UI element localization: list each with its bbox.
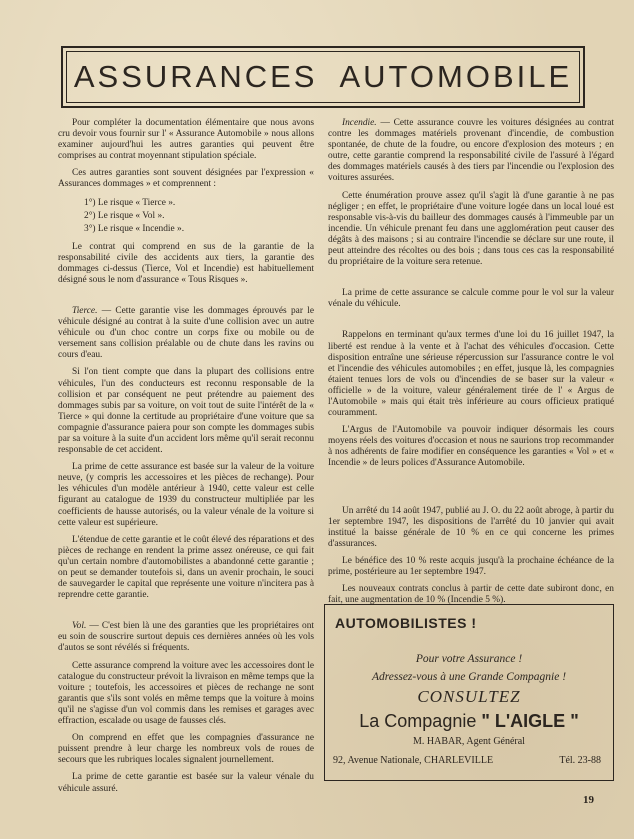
ad-address: 92, Avenue Nationale, CHARLEVILLE: [333, 755, 494, 766]
title-word-automobile: AUTOMOBILE: [339, 59, 573, 94]
paragraph: La prime de cette garantie est basée sur la valeur vénale du véhicule assuré.: [58, 772, 314, 794]
list-item: 3°) Le risque « Incendie ».: [84, 223, 185, 234]
page-number: 19: [583, 794, 594, 806]
paragraph: Un arrêté du 14 août 1947, publié au J. O. du 22 août abroge, à partir du 1er septembre 1947, les dispositions de l'arrêté du 10 janvier qui avait institué la baisse générale de 10 % en ce qui concerne les primes d'assurances.: [328, 505, 614, 549]
paragraph-text: — C'est bien là une des garanties que les propriétaires ont eu soin de souscrire surtout depuis ces dernières années où les vols d'autos se sont révélés si fréquents.: [58, 621, 314, 654]
ad-consultez: CONSULTEZ: [417, 687, 521, 706]
section-label-tierce: Tierce.: [72, 305, 98, 316]
ad-telephone: Tél. 23-88: [559, 755, 601, 766]
section-label-incendie: Incendie.: [342, 118, 377, 128]
paragraph-incendie: [328, 118, 614, 185]
paragraph-text: — Cette assurance couvre les voitures désignées au contrat contre les dommages matériels provenant d'incendie, de combustion spontanée, de chute de la foudre, ou encore d'explosion des moteurs ; en outre, cette garantie comprend la responsabilité civile de l'assuré à l'égard des dommages matériels causés à des tiers par l'incendie ou l'explosion des voitures assurées.: [328, 118, 614, 184]
paragraph: Ces autres garanties sont souvent désignées par l'expression « Assurances dommages » et comprennent :: [58, 168, 314, 190]
ad-tagline: Pour votre Assurance !: [415, 653, 523, 665]
paragraph: La prime de cette assurance se calcule comme pour le vol sur la valeur vénale du véhicule.: [328, 288, 614, 310]
ad-company: [325, 711, 613, 732]
paragraph: La prime de cette assurance est basée sur la valeur de la voiture neuve, (y compris les accessoires et les pièces de rechange). Pour les véhicules d'un modèle antérieur à 1940, cette valeur est celle figurant au catalogue de 1939 du constructeur multipliée par les coefficients de hausse autorisés, ou la valeur vénale de la voiture si cette valeur est supérieure.: [58, 462, 314, 528]
paragraph: Pour compléter la documentation élémentaire que nous avons cru devoir vous fournir sur l' « Assurance Automobile » nous allons examiner aujourd'hui les autres garanties qui peuvent être comprises au contrat moyennant stipulation spéciale.: [58, 118, 314, 162]
paragraph-text: — Cette garantie vise les dommages éprouvés par le véhicule désigné au contrat à la suite d'une collision avec un autre véhicule ou d'un choc contre un corps fixe ou mobile ou de versement sans collision préalable ou de chute dans les ravins ou cours d'eau.: [58, 305, 314, 361]
paragraph: Si l'on tient compte que dans la plupart des collisions entre véhicules, l'un des conducteurs est reconnu responsable de la collision et par conséquent ne peut prétendre au paiement des dommages subis par sa voiture, on voit tout de suite l'intérêt de la « Tierce » qui donne la certitude au propriétaire d'une voiture que sa compagnie d'assurance paiera pour son compte les dommages subis par sa voiture à la suite d'un accident lors même qu'il serait reconnu responsable de cet accident.: [58, 367, 314, 456]
list-item: 1°) Le risque « Tierce ».: [84, 197, 176, 208]
section-label-vol: Vol.: [72, 621, 87, 632]
paragraph: Rappelons en terminant qu'aux termes d'une loi du 16 juillet 1947, la liberté est rendue à la vente et à l'achat des véhicules d'occasion. Cette disposition entraîne une sérieuse répercussion sur l'assurance contre le vol et l'incendie des véhicules automobiles ; en effet, jusque là, les compagnies étaient tenues lors de vols ou d'incendies de se baser sur la valeur « officielle » de la voiture, valeur généralement tirée de l' « Argus de l'Automobile » mais qui était très inférieure au cours officieux pratiqué couramment.: [328, 330, 614, 419]
right-column: [328, 118, 614, 612]
title-frame: [61, 46, 585, 108]
risk-list: [58, 197, 314, 236]
paragraph: Cette assurance comprend la voiture avec les accessoires dont le catalogue du constructeur prévoit la livraison en même temps que la voiture ; toutefois, les accessoires et pièces de rechange ne sont garantis que s'ils sont volés en même temps que la voiture à moins qu'il ne s'agisse d'un vol commis dans les remises et garages avec effraction, escalade ou usage de fausses clés.: [58, 660, 314, 727]
paragraph-tierce: [58, 306, 314, 361]
ad-agent: M. HABAR, Agent Général: [413, 736, 525, 747]
advertisement-box: [324, 604, 614, 781]
list-item: 2°) Le risque « Vol ».: [84, 210, 165, 221]
ad-tagline: Adressez-vous à une Grande Compagnie !: [371, 671, 567, 683]
ad-heading: AUTOMOBILISTES !: [335, 615, 477, 631]
title-word-assurances: ASSURANCES: [73, 59, 318, 94]
paragraph: Les nouveaux contrats conclus à partir de cette date subiront donc, en fait, une augmentation de 10 % (Incendie 5 %).: [328, 584, 614, 606]
paragraph-vol: [58, 621, 314, 654]
paragraph: L'Argus de l'Automobile va pouvoir indiquer désormais les cours moyens réels des voitures d'occasion et nous ne saurions trop recommander à nos adhérents de faire modifier en conséquence les garanties « Vol » et « Incendie » de leurs polices d'Assurance Automobile.: [328, 425, 614, 469]
ad-company-name: " L'AIGLE ": [481, 711, 579, 731]
left-column: [58, 118, 314, 801]
paragraph: Le contrat qui comprend en sus de la garantie de la responsabilité civile des accidents aux tiers, la garantie des dommages ci-dessus (Tierce, Vol et Incendie) est habituellement désigné sous le nom d'assurance « Tous Risques ».: [58, 241, 314, 285]
page-title: [63, 48, 583, 106]
paragraph: On comprend en effet que les compagnies d'assurance ne puissent prendre à leur charge les nombreux vols de roues de secours que les rubriques locales signalent journellement.: [58, 733, 314, 766]
paragraph: Le bénéfice des 10 % reste acquis jusqu'à la prochaine échéance de la prime, postérieure au 1er septembre 1947.: [328, 555, 614, 577]
ad-company-prefix: La Compagnie: [359, 711, 477, 731]
paragraph: Cette énumération prouve assez qu'il s'agit là d'une garantie à ne pas négliger ; en effet, le propriétaire d'une voiture logée dans un local loué est responsable vis-à-vis du bailleur des dommages causés à l'immeuble par un incendie. Un véhicule prenant feu dans une agglomération peut causer des dégâts à des maisons ; si au contraire l'incendie se déclare sur une route, il peut atteindre des récoltes ou des bois ; dans tous ces cas la responsabilité du propriétaire de la voiture sera retenue.: [328, 190, 614, 268]
paragraph: L'étendue de cette garantie et le coût élevé des réparations et des pièces de rechange en rendent la prime assez onéreuse, ce qui fait qu'un certain nombre d'automobilistes a abandonné cette garantie ; on peut se demander toutefois si, dans un avenir prochain, le souci de sauvegarder le capital que représente une voiture n'incitera pas à reprendre cette garantie.: [58, 534, 314, 601]
